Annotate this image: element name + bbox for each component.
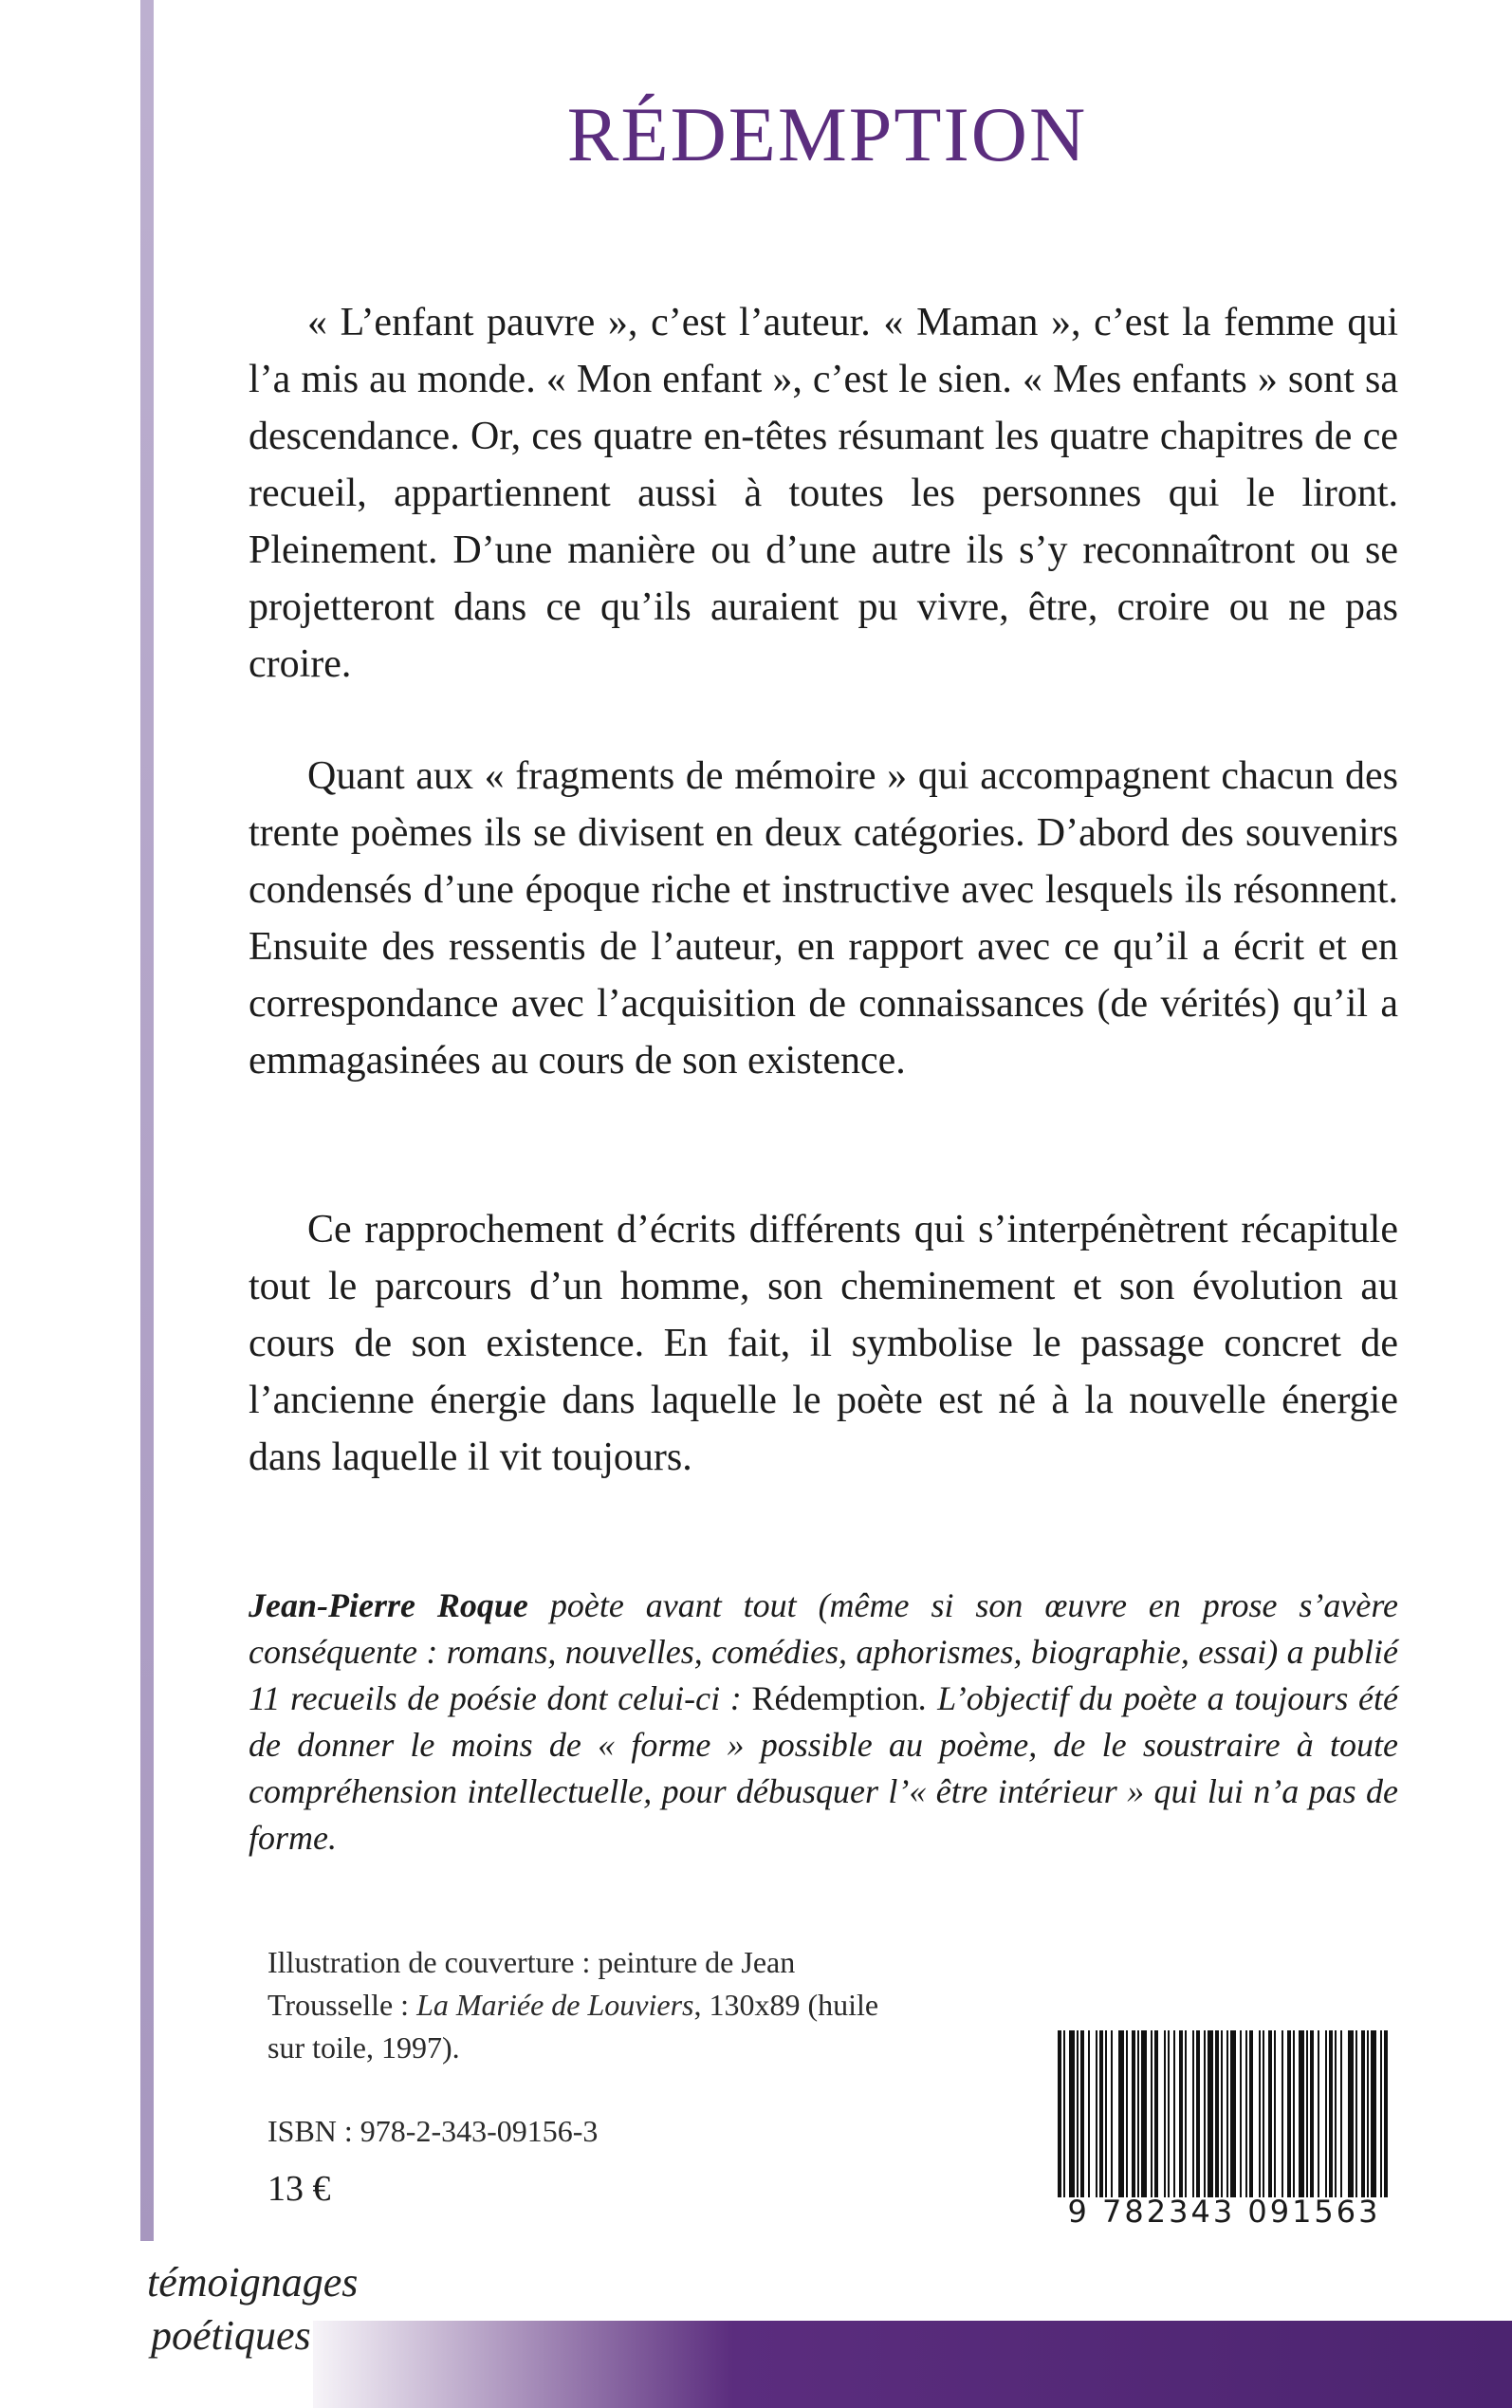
barcode-bar bbox=[1215, 2030, 1219, 2197]
bottom-band bbox=[313, 2321, 1512, 2408]
barcode-bar bbox=[1329, 2030, 1333, 2197]
collection-line-2: poétiques bbox=[151, 2312, 311, 2359]
barcode-bar bbox=[1118, 2030, 1124, 2197]
barcode-bar bbox=[1340, 2030, 1342, 2197]
blurb-paragraph-1: « L’enfant pauvre », c’est l’auteur. « Maman », c’est la femme qui l’a mis au monde. « Mon enfant », c’est le sien. « Mes enfants » sont sa descendance. Or, ces quatre en-têtes résumant les quatre chapitres de ce recueil, appartiennent aussi à toutes les personnes qui le liront. Pleinement. D’une manière ou d’une autre ils s’y reconnaîtront ou se projetteront dans ce qu’ils auraient pu vivre, être, croire ou ne pas croire. bbox=[249, 301, 1398, 686]
bio-text-after: . L’objectif du poète a toujours été de donner le moins de « forme » possible au poème, de le soustraire à toute compréhension intellectuelle, pour débusquer l’« être intérieur » qui lui n’a pas de forme. bbox=[249, 1679, 1398, 1857]
barcode-bar bbox=[1310, 2030, 1314, 2197]
barcode-bar bbox=[1063, 2030, 1065, 2197]
collection-line-1: témoignages bbox=[147, 2259, 359, 2306]
barcode-bar bbox=[1226, 2030, 1228, 2197]
barcode-bar bbox=[1168, 2030, 1170, 2197]
barcode-bar bbox=[1141, 2030, 1147, 2197]
bio-text-before: poète avant tout (même si son œuvre en prose s’avère conséquente : romans, nouvelles, comédies, aphorismes, biographie, essai) a publié 11 recueils de poésie dont celui-ci : bbox=[249, 1586, 1399, 1717]
barcode-bar bbox=[1088, 2030, 1090, 2197]
barcode-bar bbox=[1154, 2030, 1158, 2197]
barcode-bar bbox=[1230, 2030, 1236, 2197]
barcode-bar bbox=[1179, 2030, 1183, 2197]
barcode-bar bbox=[1259, 2030, 1261, 2197]
barcode-bar bbox=[1132, 2030, 1135, 2197]
barcode-bar bbox=[1274, 2030, 1276, 2197]
barcode-bar bbox=[1361, 2030, 1365, 2197]
price: 13 € bbox=[267, 2169, 331, 2209]
barcode-bar bbox=[1137, 2030, 1139, 2197]
author-name: Jean-Pierre Roque bbox=[249, 1586, 528, 1624]
barcode-bar bbox=[1126, 2030, 1128, 2197]
barcode-bar bbox=[1196, 2030, 1200, 2197]
barcode-bar bbox=[1151, 2030, 1152, 2197]
barcode-digits: 9 782343 091563 bbox=[1067, 2194, 1381, 2230]
barcode-bar bbox=[1299, 2030, 1304, 2197]
barcode-bar bbox=[1105, 2030, 1107, 2197]
barcode-bar bbox=[1263, 2030, 1264, 2197]
barcode-bar bbox=[1287, 2030, 1291, 2197]
barcode-bar bbox=[1335, 2030, 1337, 2197]
author-bio bbox=[249, 1583, 1398, 1862]
barcode-bar bbox=[1240, 2030, 1242, 2197]
barcode bbox=[1056, 2030, 1392, 2197]
barcode-bar bbox=[1384, 2030, 1388, 2197]
barcode-bar bbox=[1077, 2030, 1079, 2197]
barcode-bar bbox=[1173, 2030, 1175, 2197]
barcode-bar bbox=[1111, 2030, 1113, 2197]
barcode-bar bbox=[1208, 2030, 1213, 2197]
barcode-bar bbox=[1380, 2030, 1382, 2197]
cover-credit bbox=[267, 1941, 913, 2069]
barcode-bar bbox=[1293, 2030, 1295, 2197]
barcode-bar bbox=[1099, 2030, 1103, 2197]
barcode-bar bbox=[1268, 2030, 1272, 2197]
barcode-bar bbox=[1355, 2030, 1357, 2197]
barcode-bar bbox=[1185, 2030, 1187, 2197]
bio-book-title: Rédemption bbox=[751, 1679, 919, 1717]
barcode-bar bbox=[1080, 2030, 1084, 2197]
barcode-bar bbox=[1069, 2030, 1075, 2197]
credit-text-after: , 130x89 (huile sur toile, 1997). bbox=[267, 1988, 879, 2065]
isbn: ISBN : 978-2-343-09156-3 bbox=[267, 2114, 599, 2148]
blurb-paragraph-2: Quant aux « fragments de mémoire » qui accompagnent chacun des trente poèmes ils se divisent en deux catégories. D’abord des souvenirs condensés d’une époque riche et instructive avec lesquels ils résonnent. Ensuite des ressentis de l’auteur, en rapport avec ce qu’il a écrit et en correspondance avec l’acquisition de connaissances (de vérités) qu’il a emmagasinées au cours de son existence. bbox=[249, 754, 1398, 1083]
credit-text-before: Illustration de couverture : peinture de Jean Trousselle : bbox=[267, 1945, 796, 2022]
barcode-bar bbox=[1058, 2030, 1061, 2197]
barcode-bar bbox=[1164, 2030, 1166, 2197]
barcode-bar bbox=[1249, 2030, 1253, 2197]
blurb-paragraph-3: Ce rapprochement d’écrits différents qui s’interpénètrent récapitule tout le parcours d’un homme, son cheminement et son évolution au cours de son existence. En fait, il symbolise le passage concret de l’ancienne énergie dans laquelle le poète est né à la nouvelle énergie dans laquelle il vit toujours. bbox=[249, 1208, 1398, 1479]
barcode-bar bbox=[1192, 2030, 1194, 2197]
barcode-bar bbox=[1325, 2030, 1327, 2197]
book-title: RÉDEMPTION bbox=[566, 91, 1088, 177]
barcode-bar bbox=[1204, 2030, 1206, 2197]
barcode-bar bbox=[1371, 2030, 1376, 2197]
credit-work-title: La Mariée de Louviers bbox=[416, 1988, 694, 2022]
barcode-bar bbox=[1282, 2030, 1283, 2197]
barcode-bar bbox=[1367, 2030, 1369, 2197]
spine-bar bbox=[140, 0, 154, 2241]
barcode-bar bbox=[1096, 2030, 1097, 2197]
barcode-bar bbox=[1306, 2030, 1308, 2197]
barcode-bar bbox=[1348, 2030, 1354, 2197]
barcode-bar bbox=[1221, 2030, 1223, 2197]
barcode-bar bbox=[1318, 2030, 1319, 2197]
barcode-bar bbox=[1245, 2030, 1247, 2197]
